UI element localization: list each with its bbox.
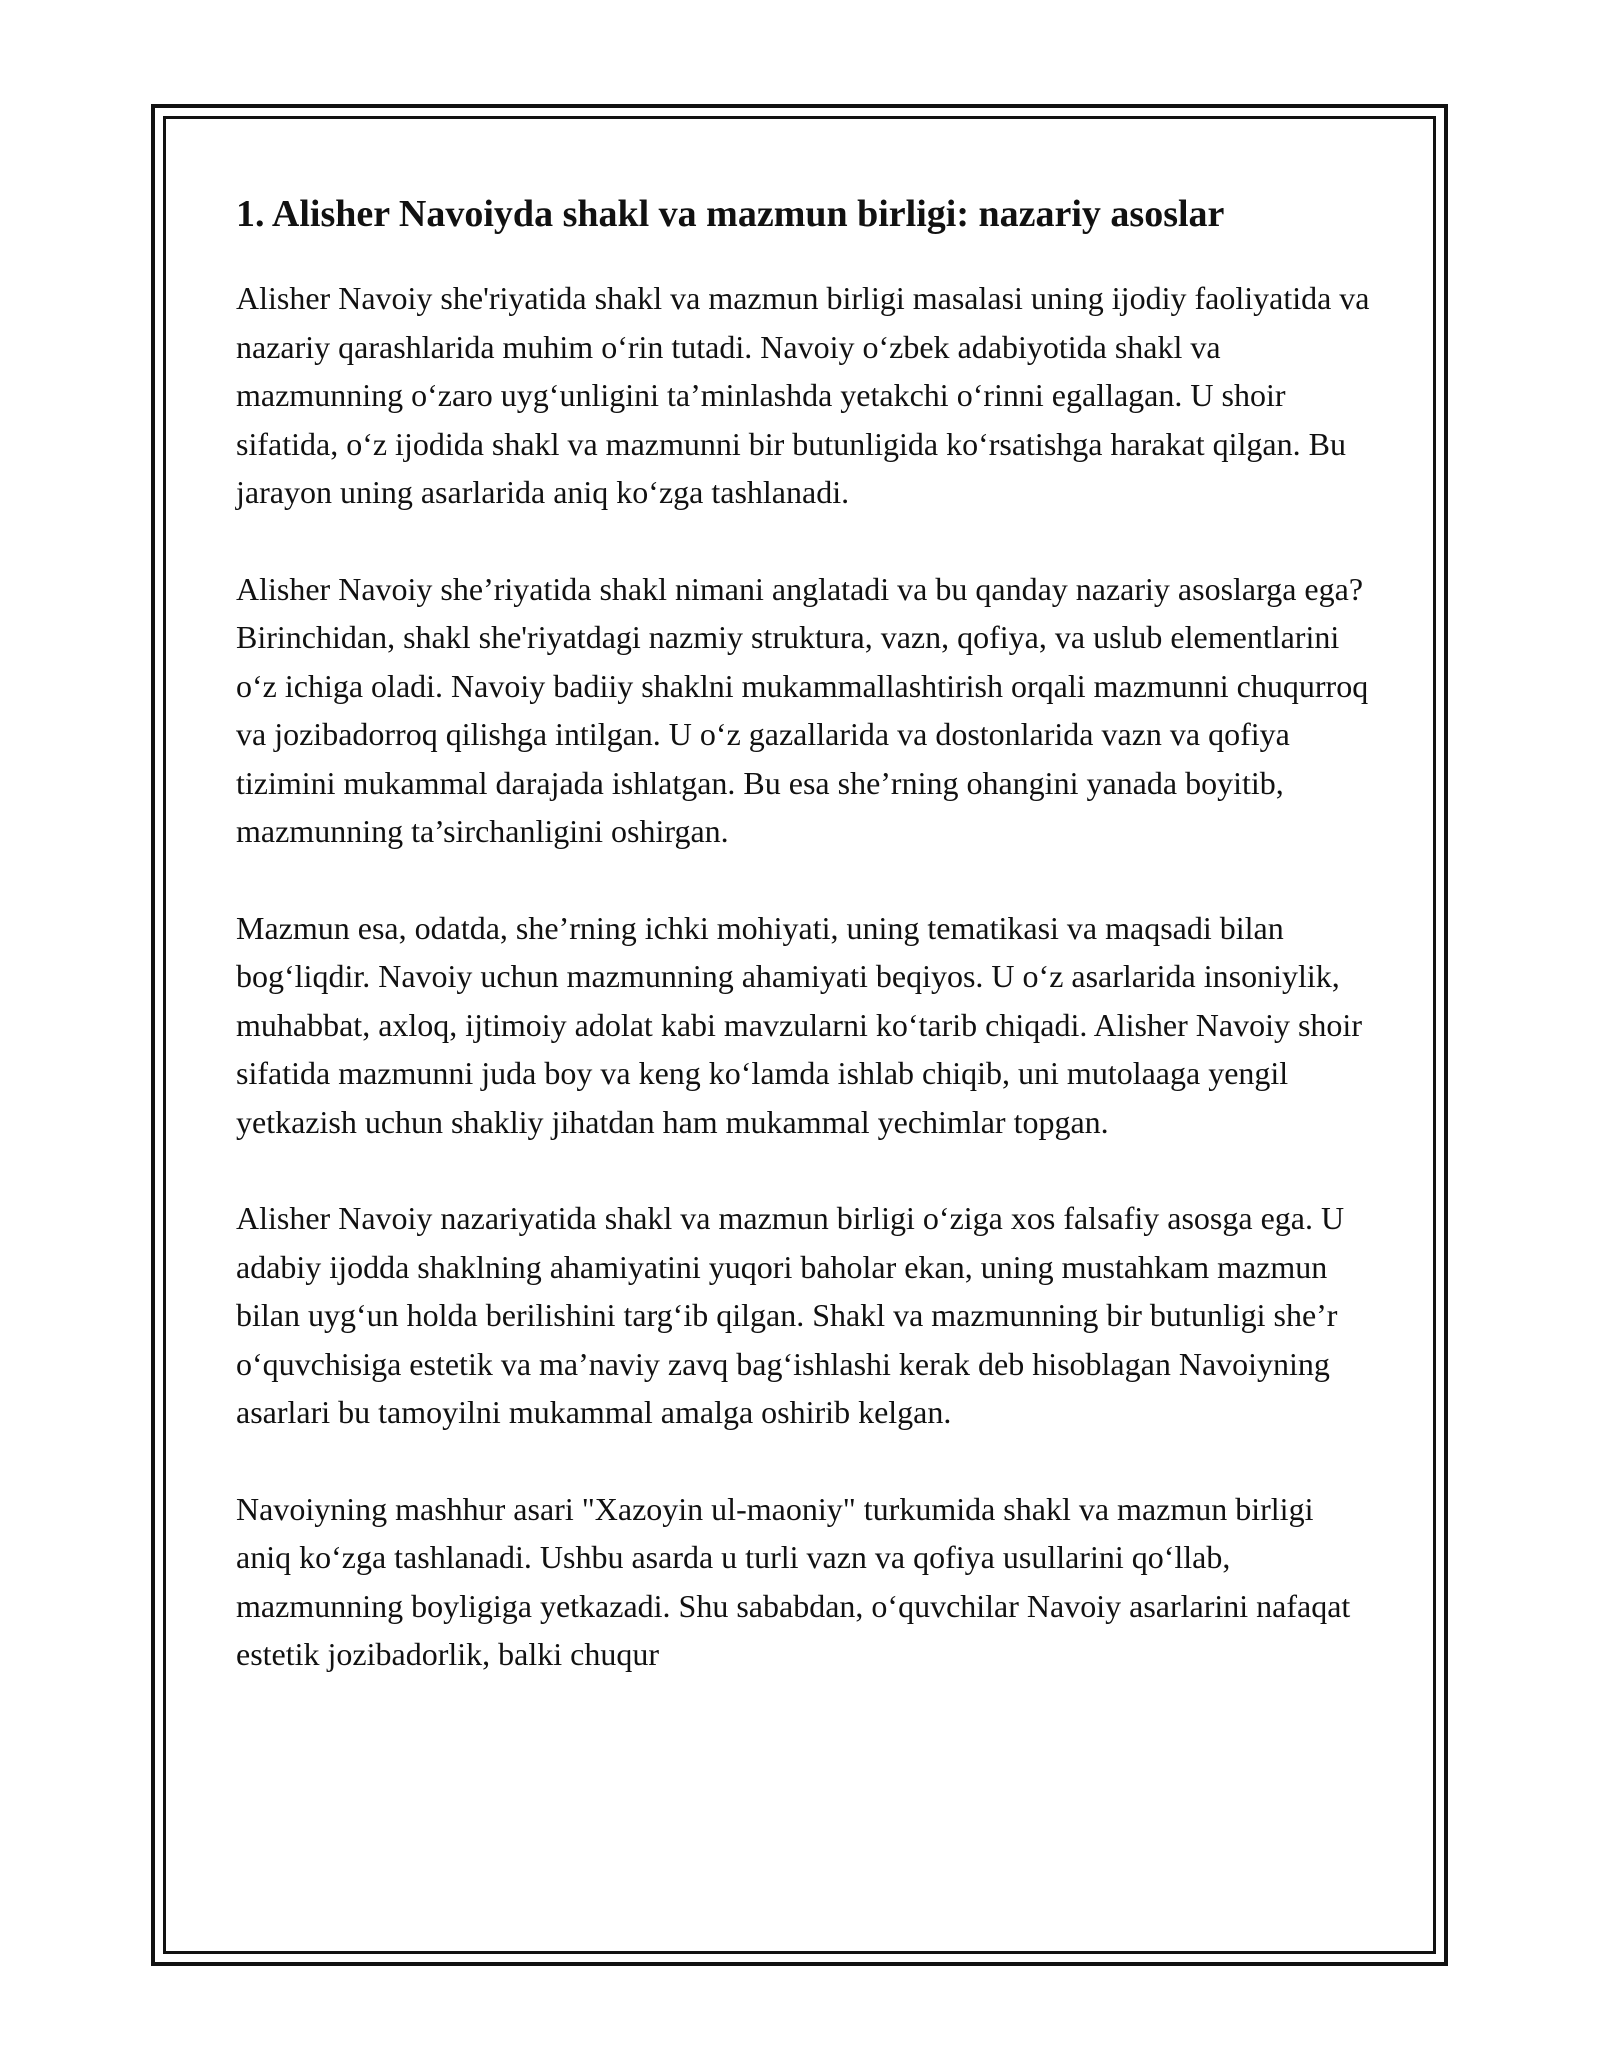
paragraph-1: Alisher Navoiy she'riyatida shakl va mazmun birligi masalasi uning ijodiy faoliyatida va nazariy qarashlarida muhim o‘rin tutadi. Navoiy o‘zbek adabiyotida shakl va mazmunning o‘zaro uyg‘unligini ta’minlashda yetakchi o‘rinni egallagan. U shoir sifatida, o‘z ijodida shakl va mazmunni bir butunligida ko‘rsatishga harakat qilgan. Bu jarayon uning asarlarida aniq ko‘zga tashlanadi. (236, 280, 1370, 510)
paragraph-5: Navoiyning mashhur asari "Xazoyin ul-maoniy" turkumida shakl va mazmun birligi aniq ko‘zga tashlanadi. Ushbu asarda u turli vazn va qofiya usullarini qo‘llab, mazmunning boyligiga yetkazadi. Shu sababdan, o‘quvchilar Navoiy asarlarini nafaqat estetik jozibadorlik, balki chuqur (236, 1490, 1351, 1672)
document-body (236, 188, 1376, 1679)
paragraph-2: Alisher Navoiy she’riyatida shakl nimani anglatadi va bu qanday nazariy asoslarga ega? Birinchidan, shakl she'riyatdagi nazmiy struktura, vazn, qofiya, va uslub elementlarini o‘z ichiga oladi. Navoiy badiiy shaklni mukammallashtirish orqali mazmunni chuqurroq va jozibadorroq qilishga intilgan. U o‘z gazallarida va dostonlarida vazn va qofiya tizimini mukammal darajada ishlatgan. Bu esa she’rning ohangini yanada boyitib, mazmunning ta’sirchanligini oshirgan. (236, 570, 1369, 849)
paragraph-3: Mazmun esa, odatda, she’rning ichki mohiyati, uning tematikasi va maqsadi bilan bog‘liqdir. Navoiy uchun mazmunning ahamiyati beqiyos. U o‘z asarlarida insoniylik, muhabbat, axloq, ijtimoiy adolat kabi mavzularni ko‘tarib chiqadi. Alisher Navoiy shoir sifatida mazmunni juda boy va keng ko‘lamda ishlab chiqib, uni mutolaaga yengil yetkazish uchun shakliy jihatdan ham mukammal yechimlar topgan. (236, 909, 1362, 1140)
paragraph-4: Alisher Navoiy nazariyatida shakl va mazmun birligi o‘ziga xos falsafiy asosga ega. U adabiy ijodda shaklning ahamiyatini yuqori baholar ekan, uning mustahkam mazmun bilan uyg‘un holda berilishini targ‘ib qilgan. Shakl va mazmunning bir butunligi she’r o‘quvchisiga estetik va ma’naviy zavq bag‘ishlashi kerak deb hisoblagan Navoiyning asarlari bu tamoyilni mukammal amalga oshirib kelgan. (236, 1200, 1345, 1430)
section-heading: 1. Alisher Navoiyda shakl va mazmun birligi: nazariy asoslar (236, 193, 1225, 235)
